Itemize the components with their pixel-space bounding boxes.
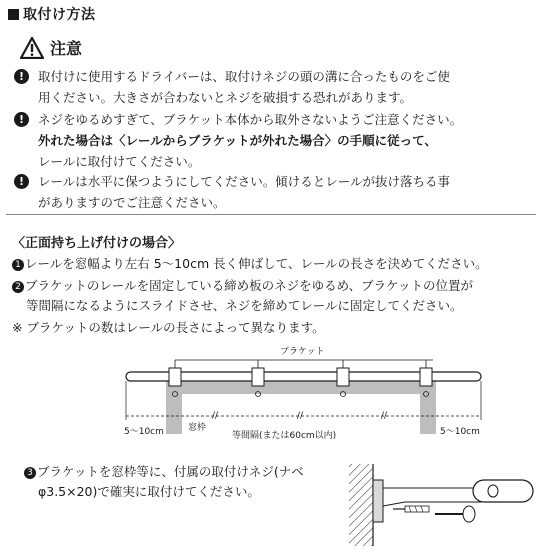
frame-label: 窓枠: [188, 423, 207, 433]
rail-diagram: [0, 338, 550, 448]
wall-section: [349, 464, 373, 546]
svg-text://: //: [212, 411, 219, 421]
bracket-count-note: ※ ブラケットの数はレールの長さによって異なります。: [12, 320, 325, 335]
caution-item: [18, 66, 533, 108]
caution-line: ネジをゆるめすぎて、ブラケット本体から取外さないようご注意ください。: [38, 112, 463, 127]
svg-text://: //: [381, 411, 388, 421]
bracket: [252, 368, 264, 386]
left-margin-label: 5〜10cm: [124, 427, 164, 437]
caution-line: レールは水平に保つようにしてください。傾けるとレールが抜け落ちる事: [38, 174, 451, 189]
heading-text: 取付け方法: [23, 7, 96, 23]
exclamation-icon: !: [14, 112, 29, 127]
bracket: [169, 368, 181, 386]
step-number-icon: 3: [24, 467, 36, 479]
warning-icon: [20, 37, 44, 59]
svg-text://: //: [297, 411, 304, 421]
step-text: レールを窓幅より左右 5〜10cm 長く伸ばして、レールの長さを決めてください。: [25, 256, 488, 271]
bracket: [337, 368, 349, 386]
rail-end: [473, 480, 533, 502]
caution-title-text: 注意: [50, 39, 83, 58]
step-1: [12, 254, 537, 274]
step-3: [24, 462, 324, 502]
spacing-label: 等間隔(または60cm以内): [232, 431, 337, 441]
bracket-arm: [383, 488, 485, 506]
caution-line: 外れた場合は〈レールからブラケットが外れた場合〉の手順に従って、: [38, 133, 437, 148]
caution-title: [20, 36, 82, 59]
step-text: 等間隔になるようにスライドさせ、ネジを締めてレールに固定してください。: [26, 298, 463, 313]
screwdriver-icon: [435, 506, 475, 522]
step-text: ブラケットのレールを固定している締め板のネジをゆるめ、ブラケットの位置が: [25, 278, 474, 293]
step-text: φ3.5×20)で確実に取付けてください。: [38, 484, 260, 499]
square-bullet-icon: [8, 9, 19, 20]
caution-box: [6, 24, 536, 215]
bracket: [420, 368, 432, 386]
step-number-icon: 1: [12, 259, 24, 271]
caution-item: [18, 109, 533, 172]
right-margin-label: 5〜10cm: [440, 427, 480, 437]
exclamation-icon: !: [14, 69, 29, 84]
caution-line: がありますのでご注意ください。: [38, 195, 226, 210]
section-heading: [8, 4, 96, 24]
caution-line: レールに取付けてください。: [38, 154, 201, 169]
step-2: [12, 276, 537, 316]
bracket-label: ブラケット: [280, 347, 325, 357]
bracket-plate: [373, 480, 383, 522]
mounting-method-heading: 〈正面持ち上げ付けの場合〉: [12, 236, 182, 251]
caution-item: [18, 171, 533, 213]
caution-line: 取付けに使用するドライバーは、取付けネジの頭の溝に合ったものをご使: [38, 69, 450, 84]
wall-mount-illustration: [345, 462, 540, 546]
step-number-icon: 2: [12, 281, 24, 293]
exclamation-icon: !: [14, 174, 29, 189]
screw-icon: [393, 506, 429, 512]
caution-line: 用ください。大きさが合わないとネジを破損する恐れがあります。: [38, 90, 413, 105]
step-text: ブラケットを窓枠等に、付属の取付けネジ(ナベ: [37, 464, 304, 479]
